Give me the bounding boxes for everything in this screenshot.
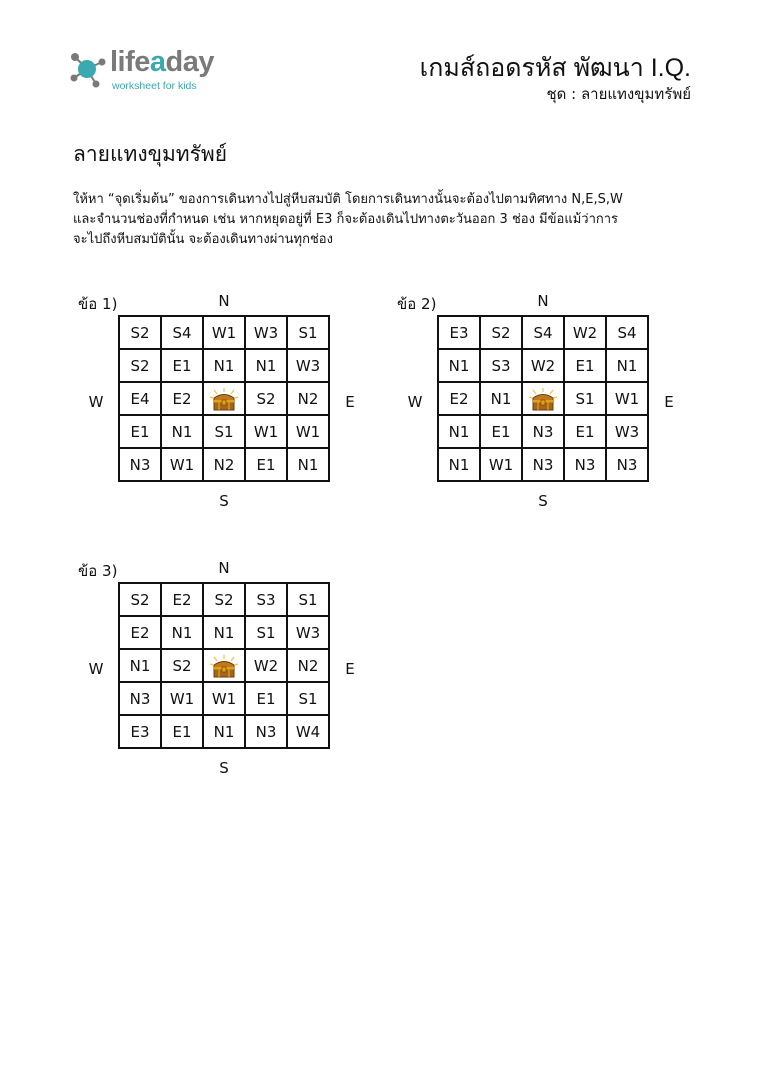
grid-cell: N2 (287, 649, 329, 682)
grid-cell: W2 (245, 649, 287, 682)
grid-cell: S1 (287, 583, 329, 616)
grid-cell: S4 (606, 316, 648, 349)
grid-cell: S2 (161, 649, 203, 682)
grid-cell: N3 (245, 715, 287, 748)
grid-cell: E1 (161, 349, 203, 382)
direction-east: E (664, 393, 674, 411)
grid-cell: N1 (203, 616, 245, 649)
grid-cell: S4 (161, 316, 203, 349)
grid-cell: S2 (119, 583, 161, 616)
grid-cell: N1 (287, 448, 329, 481)
treasure-chest-icon (209, 387, 239, 411)
grid-cell: N1 (438, 448, 480, 481)
grid-cell: S2 (480, 316, 522, 349)
grid-cell: E1 (161, 715, 203, 748)
instructions (73, 190, 693, 250)
puzzle-grid (118, 582, 330, 749)
grid-cell: W2 (564, 316, 606, 349)
grid-cell: W3 (287, 349, 329, 382)
grid-row (119, 649, 329, 682)
logo-wordmark: lifeaday (110, 46, 215, 78)
puzzle-label: ข้อ 1) (78, 295, 118, 313)
instruction-line: จะไปถึงหีบสมบัตินั้น จะต้องเดินทางผ่านทุกช่อง (73, 232, 333, 247)
page-title: เกมส์ถอดรหัส พัฒนา I.Q. (419, 54, 691, 82)
grid-cell: S1 (287, 682, 329, 715)
puzzle-1 (78, 292, 378, 522)
grid-cell: E1 (480, 415, 522, 448)
grid-row (438, 349, 648, 382)
direction-south: S (219, 492, 229, 510)
direction-north: N (218, 559, 230, 577)
grid-cell: W2 (522, 349, 564, 382)
grid-row (119, 382, 329, 415)
grid-cell: W1 (606, 382, 648, 415)
grid-cell: W1 (287, 415, 329, 448)
grid-row (438, 382, 648, 415)
grid-cell: N3 (119, 682, 161, 715)
logo-molecule-icon (66, 48, 108, 90)
grid-cell: W1 (480, 448, 522, 481)
grid-cell: N1 (203, 349, 245, 382)
grid-cell: S1 (203, 415, 245, 448)
grid-cell: W1 (203, 316, 245, 349)
logo-tagline: worksheet for kids (112, 80, 197, 92)
grid-cell: N2 (203, 448, 245, 481)
instruction-line: ให้หา “จุดเริ่มต้น” ของการเดินทางไปสู่หีบสมบัติ โดยการเดินทางนั้นจะต้องไปตามทิศทาง N,E,S,W (73, 192, 623, 207)
grid-cell: S1 (245, 616, 287, 649)
grid-cell: N1 (119, 649, 161, 682)
grid-row (438, 415, 648, 448)
direction-south: S (538, 492, 548, 510)
grid-cell: S2 (245, 382, 287, 415)
grid-cell: E1 (245, 682, 287, 715)
puzzle-label: ข้อ 2) (397, 295, 437, 313)
grid-cell: E3 (438, 316, 480, 349)
grid-cell: W1 (161, 682, 203, 715)
grid-cell: N1 (245, 349, 287, 382)
grid-cell: S1 (287, 316, 329, 349)
direction-west: W (88, 660, 104, 678)
puzzle-grid (118, 315, 330, 482)
grid-cell: N1 (203, 715, 245, 748)
grid-row (119, 682, 329, 715)
grid-cell: S4 (522, 316, 564, 349)
worksheet-heading: ลายแทงขุมทรัพย์ (73, 142, 228, 166)
grid-cell: E1 (119, 415, 161, 448)
grid-cell: S2 (119, 349, 161, 382)
grid-cell: N1 (438, 415, 480, 448)
puzzle-label: ข้อ 3) (78, 562, 118, 580)
puzzle-3 (78, 559, 378, 789)
grid-row (119, 583, 329, 616)
grid-cell: E4 (119, 382, 161, 415)
grid-cell: E3 (119, 715, 161, 748)
grid-cell: S2 (119, 316, 161, 349)
direction-north: N (218, 292, 230, 310)
grid-cell: N3 (606, 448, 648, 481)
grid-cell: N1 (161, 616, 203, 649)
grid-cell: N3 (564, 448, 606, 481)
grid-row (119, 715, 329, 748)
grid-cell: E2 (119, 616, 161, 649)
grid-cell: W1 (161, 448, 203, 481)
treasure-chest-icon (209, 654, 239, 678)
grid-row (119, 448, 329, 481)
direction-west: W (88, 393, 104, 411)
grid-cell: N3 (119, 448, 161, 481)
direction-south: S (219, 759, 229, 777)
grid-row (438, 448, 648, 481)
lifeaday-logo (66, 44, 236, 96)
grid-cell: E2 (161, 382, 203, 415)
grid-cell: W4 (287, 715, 329, 748)
grid-cell: S3 (480, 349, 522, 382)
grid-row (438, 316, 648, 349)
direction-east: E (345, 660, 355, 678)
grid-cell: E2 (161, 583, 203, 616)
grid-cell: E2 (438, 382, 480, 415)
grid-cell: N3 (522, 448, 564, 481)
grid-cell: N1 (438, 349, 480, 382)
grid-cell: W3 (287, 616, 329, 649)
grid-cell: S1 (564, 382, 606, 415)
grid-cell: E1 (245, 448, 287, 481)
grid-cell: E1 (564, 415, 606, 448)
grid-cell: S3 (245, 583, 287, 616)
treasure-chest-icon (528, 387, 558, 411)
treasure-cell (522, 382, 564, 415)
instruction-line: และจำนวนช่องที่กำหนด เช่น หากหยุดอยู่ที่ E3 ก็จะต้องเดินไปทางตะวันออก 3 ช่อง มีข้อแม้ว่าการ (73, 212, 619, 227)
grid-row (119, 349, 329, 382)
treasure-cell (203, 649, 245, 682)
grid-cell: S2 (203, 583, 245, 616)
grid-row (119, 616, 329, 649)
puzzle-grid (437, 315, 649, 482)
grid-cell: N1 (606, 349, 648, 382)
grid-cell: W3 (245, 316, 287, 349)
grid-cell: E1 (564, 349, 606, 382)
direction-north: N (537, 292, 549, 310)
grid-cell: W3 (606, 415, 648, 448)
treasure-cell (203, 382, 245, 415)
grid-row (119, 415, 329, 448)
grid-cell: W1 (245, 415, 287, 448)
grid-cell: N1 (161, 415, 203, 448)
direction-east: E (345, 393, 355, 411)
grid-row (119, 316, 329, 349)
grid-cell: W1 (203, 682, 245, 715)
puzzle-2 (397, 292, 697, 522)
series-subtitle: ชุด : ลายแทงขุมทรัพย์ (546, 85, 691, 103)
direction-west: W (407, 393, 423, 411)
grid-cell: N1 (480, 382, 522, 415)
grid-cell: N2 (287, 382, 329, 415)
grid-cell: N3 (522, 415, 564, 448)
